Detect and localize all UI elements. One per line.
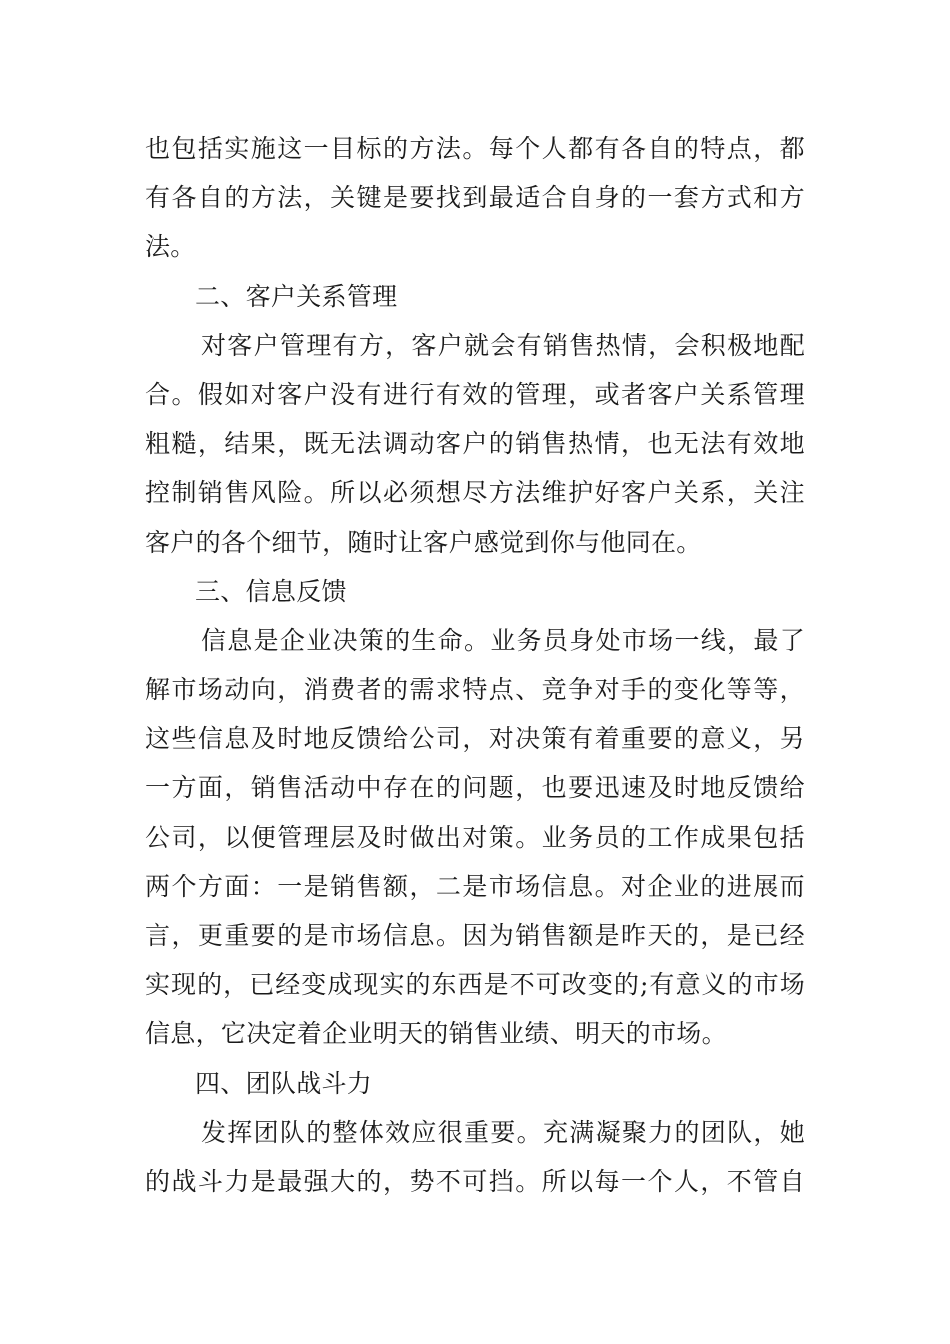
paragraph-line: 解市场动向，消费者的需求特点、竞争对手的变化等等， (145, 675, 805, 705)
paragraph-line: 有各自的方法，关键是要找到最适合自身的一套方式和方 (145, 183, 805, 213)
paragraph-line: 粗糙，结果，既无法调动客户的销售热情，也无法有效地 (145, 429, 805, 459)
paragraph-line: 言，更重要的是市场信息。因为销售额是昨天的，是已经 (145, 921, 805, 950)
paragraph-line: 客户的各个细节，随时让客户感觉到你与他同在。 (145, 527, 702, 557)
paragraph-line: 实现的，已经变成现实的东西是不可改变的;有意义的市场 (145, 970, 805, 1000)
document-body (145, 124, 805, 1206)
paragraph-line: 信息是企业决策的生命。业务员身处市场一线，最了 (201, 625, 805, 655)
paragraph-line: 控制销售风险。所以必须想尽方法维护好客户关系，关注 (145, 478, 805, 508)
section-heading: 三、信息反馈 (195, 576, 347, 606)
section-heading: 四、团队战斗力 (195, 1068, 373, 1098)
paragraph-line: 两个方面：一是销售额，二是市场信息。对企业的进展而 (145, 871, 805, 901)
paragraph-line: 一方面，销售活动中存在的问题，也要迅速及时地反馈给 (145, 773, 805, 803)
paragraph-line: 信息，它决定着企业明天的销售业绩、明天的市场。 (145, 1019, 727, 1049)
paragraph-line: 公司，以便管理层及时做出对策。业务员的工作成果包括 (145, 822, 805, 852)
paragraph-line: 的战斗力是最强大的，势不可挡。所以每一个人，不管自 (145, 1166, 805, 1196)
paragraph-line: 这些信息及时地反馈给公司，对决策有着重要的意义，另 (145, 724, 805, 754)
paragraph-line: 对客户管理有方，客户就会有销售热情，会积极地配 (201, 330, 805, 360)
paragraph-line: 也包括实施这一目标的方法。每个人都有各自的特点，都 (145, 134, 805, 163)
paragraph-line: 合。假如对客户没有进行有效的管理，或者客户关系管理 (145, 379, 805, 409)
section-heading: 二、客户关系管理 (195, 281, 398, 311)
paragraph-line: 法。 (145, 232, 196, 262)
paragraph-line: 发挥团队的整体效应很重要。充满凝聚力的团队，她 (201, 1117, 805, 1147)
